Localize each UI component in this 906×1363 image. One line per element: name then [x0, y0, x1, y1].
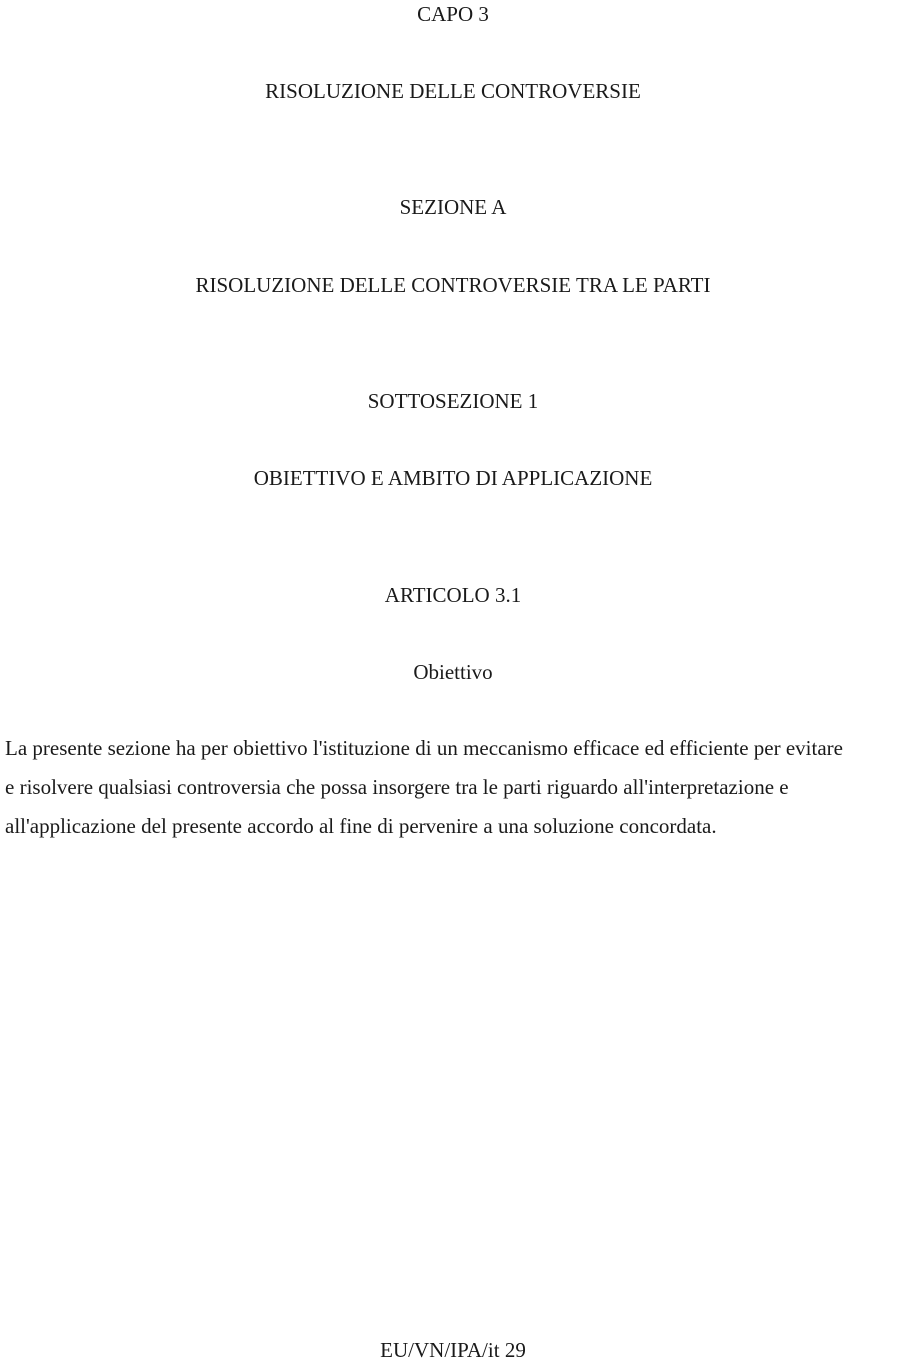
chapter-title: RISOLUZIONE DELLE CONTROVERSIE	[265, 79, 641, 103]
subsection-heading: SOTTOSEZIONE 1	[367, 389, 539, 413]
article-title: Obiettivo	[413, 660, 493, 684]
page-footer: EU/VN/IPA/it 29	[380, 1338, 526, 1362]
chapter-heading: CAPO 3	[417, 2, 489, 26]
subsection-title: OBIETTIVO E AMBITO DI APPLICAZIONE	[253, 466, 653, 490]
section-heading: SEZIONE A	[399, 195, 507, 219]
paragraph-line: La presente sezione ha per obiettivo l'istituzione di un meccanismo efficace ed efficiente per evitare	[5, 736, 843, 760]
article-heading: ARTICOLO 3.1	[384, 583, 522, 607]
paragraph-line: all'applicazione del presente accordo al fine di pervenire a una soluzione concordata.	[5, 814, 717, 838]
section-title: RISOLUZIONE DELLE CONTROVERSIE TRA LE PARTI	[195, 273, 711, 297]
paragraph-line: e risolvere qualsiasi controversia che possa insorgere tra le parti riguardo all'interpretazione e	[5, 775, 789, 799]
body-paragraph	[5, 729, 905, 846]
